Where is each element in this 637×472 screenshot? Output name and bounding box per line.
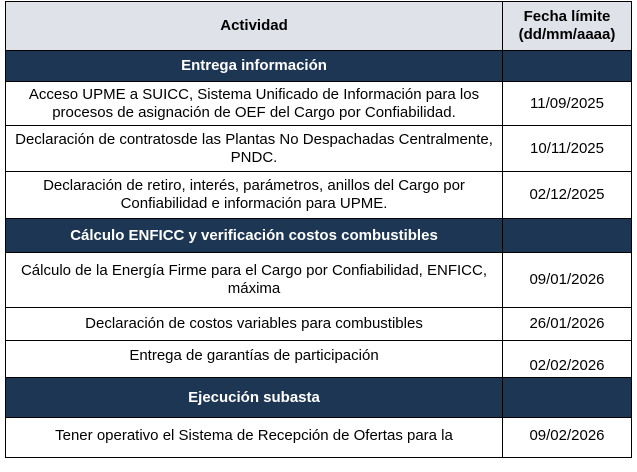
date-cell: 02/02/2026: [503, 341, 632, 378]
deadline-header-line1: Fecha límite: [523, 8, 611, 25]
activity-cell: Entrega de garantías de participación: [6, 341, 503, 378]
activity-cell: Declaración de costos variables para combustibles: [6, 308, 503, 341]
table-row: [6, 82, 632, 126]
section-row: [6, 378, 632, 418]
section-title: Cálculo ENFICC y verificación costos combustibles: [6, 219, 503, 253]
activity-cell: Declaración de contratosde las Plantas No Despachadas Centralmente, PNDC.: [6, 126, 503, 172]
date-cell: 11/09/2025: [503, 82, 632, 126]
date-cell: 09/02/2026: [503, 418, 632, 458]
date-cell: 09/01/2026: [503, 253, 632, 308]
date-cell: 10/11/2025: [503, 126, 632, 172]
section-row: [6, 219, 632, 253]
section-title: Ejecución subasta: [6, 378, 503, 418]
table-row: [6, 126, 632, 172]
activity-cell: Declaración de retiro, interés, parámetros, anillos del Cargo por Confiabilidad e información para UPME.: [6, 172, 503, 219]
table-header-row: [6, 2, 632, 51]
deadline-header-line2: (dd/mm/aaaa): [518, 26, 616, 43]
section-title: Entrega información: [6, 51, 503, 82]
table-row: [6, 341, 632, 378]
section-blank-cell: [503, 378, 632, 418]
section-blank-cell: [503, 219, 632, 253]
section-blank-cell: [503, 51, 632, 82]
section-row: [6, 51, 632, 82]
table-row: [6, 172, 632, 219]
table-row: [6, 308, 632, 341]
date-cell: 26/01/2026: [503, 308, 632, 341]
activity-column-header: Actividad: [6, 2, 503, 51]
table-row: [6, 253, 632, 308]
activity-cell: Cálculo de la Energía Firme para el Cargo por Confiabilidad, ENFICC, máxima: [6, 253, 503, 308]
table-row: [6, 418, 632, 458]
schedule-table: [5, 1, 632, 458]
activity-cell: Acceso UPME a SUICC, Sistema Unificado de Información para los procesos de asignación de OEF del Cargo por Confiabilidad.: [6, 82, 503, 126]
activity-cell: Tener operativo el Sistema de Recepción de Ofertas para la: [6, 418, 503, 458]
date-cell: 02/12/2025: [503, 172, 632, 219]
deadline-column-header: [503, 2, 632, 51]
